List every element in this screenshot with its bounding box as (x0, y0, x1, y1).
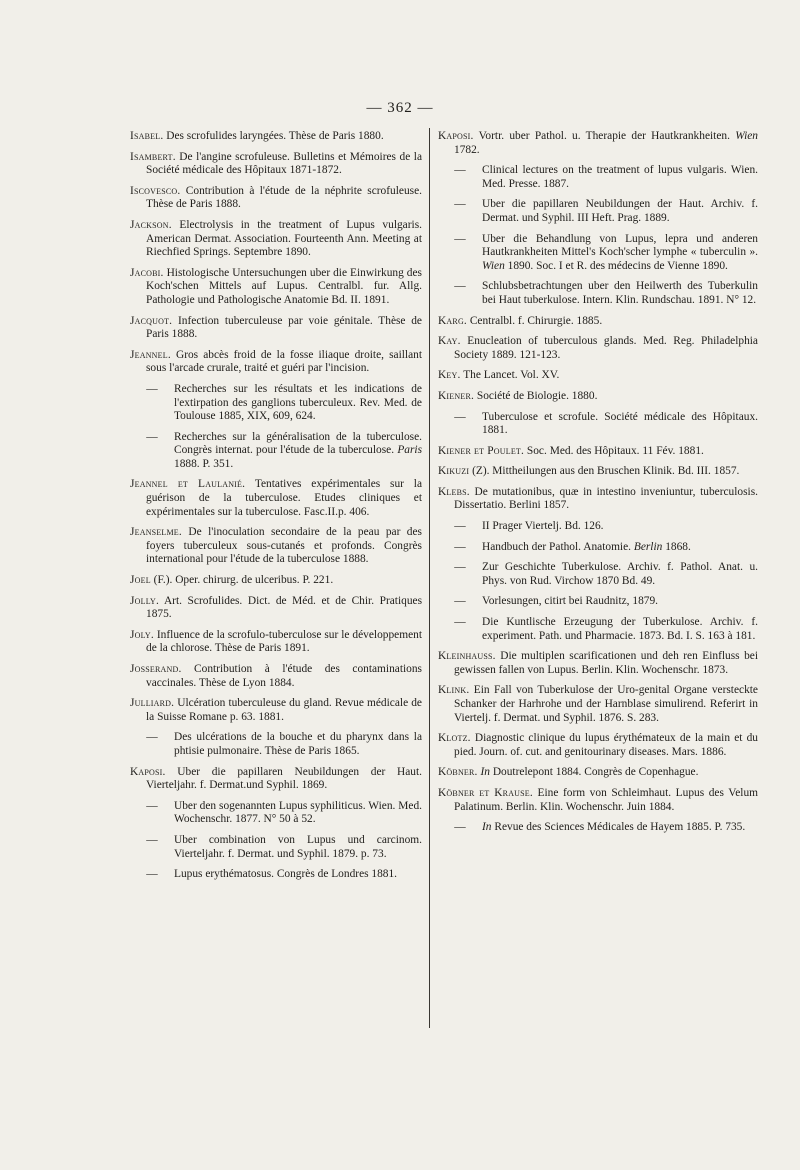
entry-text: Handbuch der Pathol. Anatomie. (482, 540, 631, 553)
entry-text: Clinical lectures on the treatment of lupus vulgaris. Wien. Med. Presse. 1887. (482, 164, 758, 190)
bibliography-subentry (438, 198, 758, 225)
entry-text: Des scrofulides laryngées. Thèse de Paris 1880. (166, 130, 384, 142)
entry-text: Soc. Med. des Hôpitaux. 11 Fév. 1881. (526, 444, 704, 457)
subentry-text-block (174, 731, 422, 758)
entry-text: The Lancet. Vol. XV. (463, 369, 560, 382)
bibliography-entry (130, 478, 422, 519)
entry-author: Joly. (130, 628, 154, 641)
entry-text: Gros abcès froid de la fosse iliaque droite, saillant sous l'arcade crurale, traité et guéri par l'incision. (146, 348, 422, 375)
entry-author: Kikuzi (438, 465, 470, 478)
entry-author: Jeannel. (130, 348, 171, 361)
bibliography-subentry (438, 233, 758, 274)
entry-author: Kay. (438, 335, 461, 348)
entry-text: (F.). Oper. chirurg. de ulceribus. P. 221. (153, 574, 334, 587)
bibliography-entry (438, 369, 758, 383)
ditto-dash: — (454, 164, 466, 177)
bibliography-entry (438, 465, 758, 479)
entry-text: Des ulcérations de la bouche et du pharynx dans la phtisie pulmonaire. Thèse de Paris 1865. (174, 731, 422, 757)
entry-text: Centralbl. f. Chirurgie. 1885. (469, 314, 603, 327)
page-number: — 362 — (366, 100, 434, 116)
entry-tail: 1890. Soc. I et R. des médecins de Vienne 1890. (507, 259, 728, 272)
entry-tail: Revue des Sciences Médicales de Hayem 1885. P. 735. (494, 821, 746, 834)
bibliography-entry (438, 130, 758, 157)
entry-author: Klink. (438, 684, 470, 697)
entry-author: Köbner et Krause. (438, 786, 533, 799)
entry-text: Vortr. uber Pathol. u. Therapie der Hautkrankheiten. (478, 130, 730, 142)
bibliography-subentry (130, 383, 422, 424)
subentry-text-block (482, 616, 758, 643)
bibliography-entry (438, 486, 758, 513)
entry-text: Lupus erythématosus. Congrès de Londres 1881. (174, 868, 398, 881)
bibliography-subentry (438, 616, 758, 643)
entry-text: Influence de la scrofulo-tuberculose sur le développement de la chlorose. Thèse de Paris 1891. (146, 628, 422, 655)
bibliography-entry (130, 151, 422, 178)
bibliography-subentry (438, 280, 758, 307)
bibliography-subentry (438, 541, 758, 555)
entry-author: Julliard. (130, 697, 175, 710)
entry-italic: Wien (482, 259, 505, 272)
entry-text: Ein Fall von Tuberkulose der Uro-genital Organe versteckte Schanker der Harhrohe und der Harnblase simulirend. Referirt in Viertelj. f. Dermat. und Syphil. 1876. S. 283. (454, 684, 758, 724)
entry-text: De l'inoculation secondaire de la peau par des foyers tuberculeux sous-cutanés et profonds. Congrès international pour l'étude de la tuberculose 1888. (146, 526, 422, 566)
entry-author: Kiener. (438, 389, 475, 402)
bibliography-entry (130, 315, 422, 342)
ditto-dash: — (454, 520, 466, 533)
bibliography-entry (438, 445, 758, 459)
entry-author: Iscovesco. (130, 184, 181, 197)
entry-text: Die Kuntlische Erzeugung der Tuberkulose. Archiv. f. experiment. Path. und Pharmacie. 1873. Bd. I. S. 163 à 181. (482, 616, 758, 642)
ditto-dash: — (454, 595, 466, 608)
entry-author: Joel (130, 574, 151, 587)
entry-text: Electrolysis in the treatment of Lupus vulgaris. American Dermat. Association. Fourteenth Ann. Meeting at Riechfied Springs. Septembre 1890. (146, 218, 422, 259)
entry-text: Enucleation of tuberculous glands. Med. Reg. Philadelphia Society 1889. 121-123. (454, 335, 758, 361)
bibliography-subentry (130, 800, 422, 827)
subentry-text-block (174, 431, 422, 472)
bibliography-entry (438, 315, 758, 329)
bibliography-entry (438, 732, 758, 759)
bibliography-entry (130, 526, 422, 567)
entry-text: Histologische Untersuchungen uber die Einwirkung des Koch'schen Mittels auf Lupus. Centralbl. fur. Allg. Pathologie und Pathologische Anatomie Bd. II. 1891. (146, 266, 422, 306)
entry-text: Société de Biologie. 1880. (476, 389, 598, 402)
entry-text: Recherches sur les résultats et les indications de l'extirpation des ganglions tuberculeux. Rev. Med. de Toulouse 1885, XIX, 609, 624. (174, 382, 422, 423)
ditto-dash: — (146, 833, 158, 846)
entry-author: Isambert. (130, 150, 176, 163)
bibliography-entry (130, 219, 422, 260)
entry-author: Jeanselme. (130, 526, 182, 539)
subentry-text-block (174, 383, 422, 424)
bibliography-entry (130, 267, 422, 308)
entry-author: Key. (438, 369, 461, 382)
entry-text: Tentatives expérimentales sur la guérison de la tuberculose. Etudes cliniques et expérimentales sur la tuberculose. Fasc.II.p. 406. (146, 478, 422, 518)
entry-text: Uber combination von Lupus und carcinom. Vierteljahr. f. Dermat. und Syphil. 1879. p. 73. (174, 833, 422, 860)
entry-author: Kleinhauss. (438, 650, 496, 663)
entry-text: Recherches sur la généralisation de la tuberculose. Congrès internat. pour l'étude de la tuberculose. (174, 430, 422, 457)
bibliography-subentry (130, 731, 422, 758)
entry-italic: In (480, 766, 490, 779)
entry-italic: Wien (735, 130, 758, 142)
bibliography-subentry (130, 431, 422, 472)
entry-italic: Berlin (633, 540, 663, 553)
entry-text: Schlubsbetrachtungen uber den Heilwerth des Tuberkulin bei Haut tuberkulose. Intern. Klin. Rundschau. 1891. N° 12. (482, 280, 758, 306)
entry-text: Diagnostic clinique du lupus érythémateux de la main et du pied. Journ. of. cut. and genitourinary diseases. Mars. 1886. (454, 732, 758, 758)
bibliography-subentry (438, 821, 758, 835)
bibliography-entry (130, 697, 422, 724)
subentry-text-block (482, 164, 758, 191)
ditto-dash: — (454, 821, 466, 834)
entry-author: Klotz. (438, 732, 471, 745)
entry-author: Kaposi. (130, 765, 166, 778)
entry-tail: Doutrelepont 1884. Congrès de Copenhague. (492, 766, 699, 779)
bibliography-entry (438, 390, 758, 404)
entry-text: (Z). Mittheilungen aus den Bruschen Klinik. Bd. III. 1857. (472, 465, 740, 478)
bibliography-entry (130, 185, 422, 212)
entry-text: Zur Geschichte Tuberkulose. Archiv. f. Pathol. Anat. u. Phys. von Rud. Virchow 1870 Bd. 49. (482, 561, 758, 587)
subentry-text-block (482, 411, 758, 438)
subentry-text-block (482, 561, 758, 588)
left-column (130, 130, 422, 889)
bibliography-entry (438, 787, 758, 814)
entry-tail: 1868. (665, 540, 691, 553)
entry-italic: In (482, 821, 492, 834)
ditto-dash: — (454, 232, 466, 245)
subentry-text-block (174, 800, 422, 827)
entry-author: Karg. (438, 314, 467, 327)
entry-text: Uber die papillaren Neubildungen der Haut. Vierteljahr. f. Dermat.und Syphil. 1869. (146, 765, 422, 792)
bibliography-entry (130, 766, 422, 793)
entry-author: Jolly. (130, 594, 160, 607)
bibliography-entry (130, 595, 422, 622)
right-column (438, 130, 758, 842)
ditto-dash: — (146, 382, 158, 395)
ditto-dash: — (146, 731, 158, 744)
bibliography-entry (438, 684, 758, 725)
entry-text: Vorlesungen, citirt bei Raudnitz, 1879. (482, 595, 658, 608)
ditto-dash: — (146, 799, 158, 812)
entry-author: Jackson. (130, 218, 172, 231)
ditto-dash: — (454, 616, 466, 629)
bibliography-entry (130, 574, 422, 588)
entry-author: Kaposi. (438, 130, 474, 142)
ditto-dash: — (454, 540, 466, 553)
entry-text: Die multiplen scarificationen und deh ren Einfluss bei gewissen fallen von Lupus. Berlin. Klin. Wochenschr. 1873. (454, 650, 758, 676)
bibliography-subentry (130, 868, 422, 882)
ditto-dash: — (454, 198, 466, 211)
subentry-text-block (482, 520, 758, 534)
subentry-text-block (482, 233, 758, 274)
entry-author: Josserand. (130, 663, 182, 675)
subentry-text-block (482, 198, 758, 225)
entry-author: Jacquot. (130, 314, 173, 327)
entry-text: Uber den sogenannten Lupus syphiliticus. Wien. Med. Wochenschr. 1877. N° 50 à 52. (174, 799, 422, 826)
entry-author: Jacobi. (130, 266, 164, 279)
entry-text: Tuberculose et scrofule. Société médicale des Hôpitaux. 1881. (482, 410, 758, 437)
entry-text: De mutationibus, quæ in intestino inveniuntur, tuberculosis. Dissertatio. Berlini 1857. (454, 485, 758, 512)
entry-tail: 1888. P. 351. (174, 457, 234, 470)
entry-text: Infection tuberculeuse par voie génitale. Thèse de Paris 1888. (146, 314, 422, 341)
entry-italic: Paris (397, 444, 422, 457)
entry-author: Jeannel et Laulanié. (130, 478, 246, 491)
entry-text: Uber die papillaren Neubildungen der Haut. Archiv. f. Dermat. und Syphil. III Heft. Prag. 1889. (482, 198, 758, 224)
bibliography-subentry (438, 561, 758, 588)
entry-text: Art. Scrofulides. Dict. de Méd. et de Chir. Pratiques 1875. (146, 594, 422, 621)
bibliography-entry (438, 650, 758, 677)
entry-author: Köbner. (438, 766, 478, 779)
subentry-text-block (482, 280, 758, 307)
bibliography-entry (130, 663, 422, 690)
subentry-text-block (482, 541, 758, 555)
ditto-dash: — (146, 430, 158, 443)
bibliography-entry (130, 629, 422, 656)
bibliography-entry (438, 335, 758, 362)
entry-text: Uber die Behandlung von Lupus, lepra und anderen Hautkrankheiten Mittel's Koch'scher lymphe « tuberculin ». (482, 232, 758, 259)
subentry-text-block (174, 868, 422, 882)
ditto-dash: — (454, 561, 466, 574)
bibliography-entry (130, 130, 422, 144)
bibliography-entry (130, 349, 422, 376)
bibliography-subentry (130, 834, 422, 861)
entry-text: Eine form von Schleimhaut. Lupus des Velum Palatinum. Berlin. Klin. Wochenschr. Juin 1884. (454, 786, 759, 813)
bibliography-subentry (438, 520, 758, 534)
ditto-dash: — (146, 868, 158, 881)
bibliography-entry (438, 766, 758, 780)
subentry-text-block (174, 834, 422, 861)
bibliography-subentry (438, 595, 758, 609)
entry-text: Ulcération tuberculeuse du gland. Revue médicale de la Suisse Romane p. 63. 1881. (146, 697, 422, 723)
entry-author: Klebs. (438, 485, 470, 498)
bibliography-subentry (438, 411, 758, 438)
entry-text: Contribution à l'étude de la néphrite scrofuleuse. Thèse de Paris 1888. (146, 184, 422, 211)
subentry-text-block (482, 595, 758, 609)
entry-author: Kiener et Poulet. (438, 444, 525, 457)
entry-tail: 1782. (454, 143, 480, 156)
entry-text: De l'angine scrofuleuse. Bulletins et Mémoires de la Société médicale des Hôpitaux 1871-1872. (146, 150, 422, 177)
bibliography-subentry (438, 164, 758, 191)
ditto-dash: — (454, 280, 466, 293)
entry-author: Isabel. (130, 130, 164, 142)
entry-text: II Prager Viertelj. Bd. 126. (482, 520, 604, 533)
entry-text: Contribution à l'étude des contaminations vaccinales. Thèse de Lyon 1884. (146, 663, 422, 689)
column-rule (429, 128, 430, 1028)
ditto-dash: — (454, 410, 466, 423)
subentry-text-block (482, 821, 758, 835)
